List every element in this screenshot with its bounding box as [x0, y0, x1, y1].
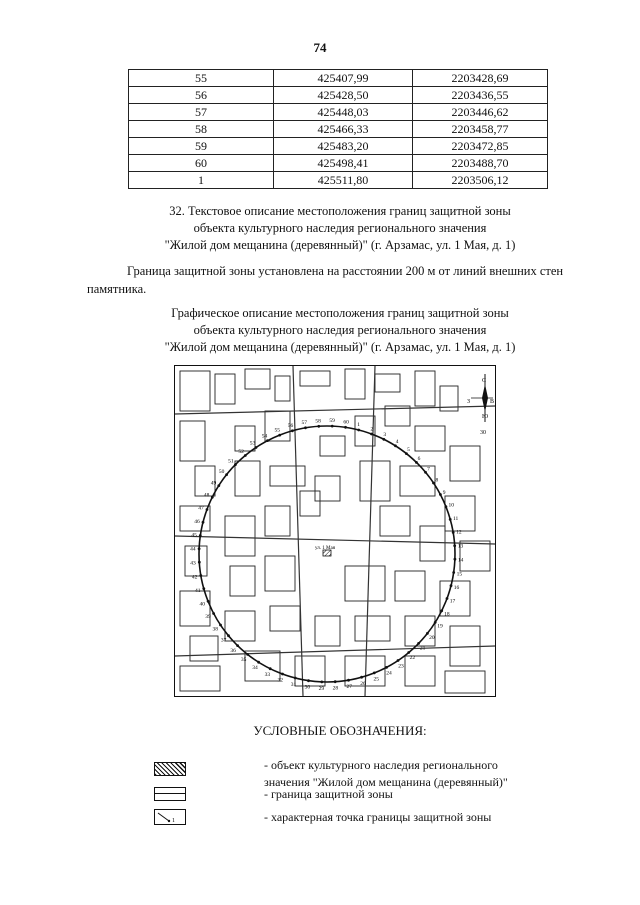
point-number-cell: 56 — [129, 87, 274, 104]
body-paragraph — [87, 262, 597, 298]
boundary-point-label: 47 — [198, 505, 204, 512]
building-outline — [415, 426, 445, 451]
x-coordinate-cell: 425466,33 — [274, 121, 413, 138]
boundary-point — [212, 612, 215, 615]
boundary-point — [344, 426, 347, 429]
y-coordinate-cell: 2203428,69 — [413, 70, 548, 87]
boundary-point — [207, 600, 210, 603]
boundary-point-label: 17 — [449, 598, 456, 605]
boundary-point — [454, 558, 457, 561]
boundary-point — [304, 426, 307, 429]
boundary-point-label: 38 — [212, 626, 218, 633]
paragraph-line1: Граница защитной зоны установлена на расстоянии 200 м от линий внешних стен — [127, 264, 564, 278]
boundary-point — [317, 425, 320, 428]
boundary-point-label: 57 — [301, 419, 307, 426]
boundary-point-label: 60 — [343, 419, 349, 426]
boundary-point-label: 58 — [315, 418, 321, 425]
boundary-point — [452, 571, 455, 574]
compass-east: В — [490, 399, 495, 405]
boundary-point-label: 54 — [261, 433, 268, 440]
boundary-point-label: 22 — [409, 655, 416, 662]
building-outline — [315, 476, 340, 501]
building-outline — [320, 436, 345, 456]
boundary-point-label: 34 — [252, 665, 258, 672]
map-drawing — [175, 366, 495, 696]
boundary-point — [225, 473, 228, 476]
boundary-point — [320, 681, 323, 684]
boundary-point-label: 32 — [277, 677, 283, 684]
boundary-point-label: 3 — [383, 431, 387, 438]
boundary-point — [211, 496, 214, 499]
building-outline — [225, 516, 255, 556]
section-heading-line1: 32. Текстовое описание местоположения границ защитной зоны — [169, 204, 511, 218]
section-heading-line3: "Жилой дом мещанина (деревянный)" (г. Арзамас, ул. 1 Мая, д. 1) — [164, 238, 516, 252]
building-outline — [215, 374, 235, 404]
boundary-point-label: 15 — [456, 571, 463, 578]
boundary-point — [449, 518, 452, 521]
building-outline — [265, 506, 290, 536]
table-row — [129, 138, 548, 155]
boundary-point-label: 53 — [249, 440, 256, 447]
graphic-heading-line3: "Жилой дом мещанина (деревянный)" (г. Арзамас, ул. 1 Мая, д. 1) — [164, 340, 516, 354]
boundary-point — [294, 677, 297, 680]
boundary-point — [255, 446, 258, 449]
boundary-point-label: 13 — [457, 543, 464, 550]
building-outline — [450, 446, 480, 481]
building-outline — [275, 376, 290, 401]
boundary-point — [281, 673, 284, 676]
building-outline — [235, 461, 260, 496]
building-outline — [360, 461, 390, 501]
boundary-point — [373, 672, 376, 675]
y-coordinate-cell: 2203458,77 — [413, 121, 548, 138]
point-number-cell: 55 — [129, 70, 274, 87]
road-line — [175, 536, 495, 544]
boundary-point — [246, 653, 249, 656]
road-line — [175, 646, 495, 656]
building-outline — [185, 546, 207, 576]
building-outline — [415, 371, 435, 406]
boundary-point — [385, 666, 388, 669]
boundary-point — [236, 644, 239, 647]
table-row — [129, 155, 548, 172]
boundary-point-label: 30 — [304, 684, 311, 691]
boundary-point — [432, 482, 435, 485]
point-number-cell: 59 — [129, 138, 274, 155]
boundary-point-label: 12 — [456, 529, 462, 536]
boundary-point — [202, 587, 205, 590]
boundary-point — [199, 534, 202, 537]
table-row — [129, 104, 548, 121]
boundary-point — [269, 667, 272, 670]
boundary-point — [446, 597, 449, 600]
table-row — [129, 87, 548, 104]
road-line — [365, 366, 375, 696]
building-outline — [270, 606, 300, 631]
boundary-point-label: 31 — [290, 681, 297, 688]
boundary-point — [266, 439, 269, 442]
compass-north: С — [482, 378, 487, 384]
x-coordinate-cell: 425511,80 — [274, 172, 413, 189]
boundary-point — [244, 454, 247, 457]
boundary-point-label: 36 — [230, 647, 236, 654]
building-outline — [345, 566, 385, 601]
section-heading-line2: объекта культурного наследия регионального значения — [193, 221, 487, 235]
boundary-point-label: 24 — [386, 670, 392, 677]
x-coordinate-cell: 425483,20 — [274, 138, 413, 155]
boundary-point-label: 2 — [370, 426, 374, 433]
boundary-point-label: 19 — [437, 623, 443, 630]
boundary-point — [202, 521, 205, 524]
boundary-point-label: 40 — [199, 601, 205, 608]
boundary-point-label: 29 — [318, 685, 325, 692]
boundary-point — [450, 584, 453, 587]
boundary-point-label: 59 — [329, 418, 335, 425]
building-outline — [300, 491, 320, 516]
boundary-point — [357, 429, 360, 432]
boundary-point — [278, 434, 281, 437]
building-outline — [450, 626, 480, 666]
building-outline — [445, 671, 485, 693]
boundary-point-label: 16 — [453, 585, 460, 592]
building-outline — [190, 636, 218, 661]
legend-item2-text: - граница защитной зоны — [264, 787, 393, 801]
boundary-point — [206, 508, 209, 511]
boundary-point-label: 5 — [407, 446, 410, 453]
boundary-point-label: 28 — [332, 685, 339, 692]
x-coordinate-cell: 425448,03 — [274, 104, 413, 121]
boundary-point-label: 33 — [264, 672, 271, 679]
x-coordinate-cell: 425428,50 — [274, 87, 413, 104]
boundary-point — [227, 634, 230, 637]
boundary-point — [219, 624, 222, 627]
boundary-point — [198, 547, 201, 550]
point-number-cell: 60 — [129, 155, 274, 172]
building-outline — [235, 426, 255, 451]
boundary-point — [382, 438, 385, 441]
street-label: ул. 1 Мая — [315, 546, 335, 551]
compass-south: Ю — [482, 414, 489, 420]
boundary-point-label: 27 — [346, 684, 352, 691]
point-number-cell: 57 — [129, 104, 274, 121]
x-coordinate-cell: 425407,99 — [274, 70, 413, 87]
boundary-point-label: 39 — [205, 614, 211, 621]
boundary-point-label: 23 — [398, 663, 404, 670]
boundary-point-label: 10 — [448, 502, 454, 509]
building-outline — [300, 371, 330, 386]
boundary-point — [370, 433, 373, 436]
boundary-point — [439, 493, 442, 496]
legend-item3-text: - характерная точка границы защитной зоны — [264, 810, 492, 824]
boundary-point — [234, 463, 237, 466]
y-coordinate-cell: 2203472,85 — [413, 138, 548, 155]
boundary-point-label: 44 — [190, 546, 196, 553]
boundary-point-label: 11 — [453, 515, 459, 522]
boundary-point-label: 41 — [195, 588, 201, 595]
boundary-point-label: 6 — [417, 456, 421, 463]
boundary-point — [360, 676, 363, 679]
building-outline — [445, 496, 475, 531]
building-outline — [375, 374, 400, 392]
y-coordinate-cell: 2203436,55 — [413, 87, 548, 104]
boundary-point — [199, 574, 202, 577]
point-number-cell: 58 — [129, 121, 274, 138]
far-point-label: 30 — [480, 430, 486, 436]
section-heading — [0, 203, 640, 254]
boundary-point — [440, 609, 443, 612]
legend-title: УСЛОВНЫЕ ОБОЗНАЧЕНИЯ: — [253, 723, 427, 738]
boundary-point-label: 25 — [373, 676, 379, 683]
boundary-point-label: 1 — [357, 422, 360, 429]
building-outline — [355, 616, 390, 641]
building-outline — [457, 541, 490, 571]
heritage-swatch — [154, 762, 186, 776]
boundary-point-label: 8 — [435, 477, 439, 484]
building-outline — [180, 666, 220, 691]
boundary-point-label: 52 — [238, 448, 244, 455]
y-coordinate-cell: 2203488,70 — [413, 155, 548, 172]
point-swatch-label: 1 — [172, 818, 175, 823]
boundary-point — [257, 661, 260, 664]
legend-item1-line2: значения "Жилой дом мещанина (деревянный)" — [264, 775, 508, 789]
compass-west: З — [467, 399, 471, 405]
boundary-point — [198, 561, 201, 564]
boundary-map — [174, 365, 496, 697]
building-outline — [180, 421, 205, 461]
building-outline — [380, 506, 410, 536]
table-row — [129, 121, 548, 138]
graphic-heading-line1: Графическое описание местоположения границ защитной зоны — [171, 306, 509, 320]
building-outline — [265, 556, 295, 591]
boundary-point — [397, 659, 400, 662]
boundary-point — [291, 429, 294, 432]
paragraph-line2: памятника. — [87, 282, 147, 296]
boundary-point — [445, 505, 448, 508]
boundary-point — [331, 425, 334, 428]
boundary-point-label: 26 — [360, 681, 366, 687]
road-line — [175, 406, 495, 414]
table-row — [129, 70, 548, 87]
boundary-point — [452, 531, 455, 534]
point-number-cell: 1 — [129, 172, 274, 189]
boundary-point — [453, 544, 456, 547]
building-outline — [230, 566, 255, 596]
boundary-point — [347, 679, 350, 682]
boundary-point — [417, 642, 420, 645]
page-number: 74 — [313, 40, 327, 55]
boundary-point-label: 21 — [419, 645, 426, 652]
boundary-point-label: 4 — [395, 438, 399, 445]
boundary-point-label: 20 — [429, 635, 435, 642]
compass-rose — [467, 374, 494, 436]
boundary-swatch — [154, 787, 186, 801]
boundary-point-label: 45 — [191, 532, 197, 539]
boundary-point-label: 50 — [218, 468, 225, 475]
building-outline — [245, 369, 270, 389]
boundary-point-label: 55 — [274, 427, 280, 434]
y-coordinate-cell: 2203506,12 — [413, 172, 548, 189]
table-row — [129, 172, 548, 189]
coordinates-table — [128, 69, 548, 189]
boundary-point-label: 9 — [442, 489, 446, 496]
boundary-point-label: 43 — [190, 560, 196, 567]
boundary-point-label: 7 — [427, 466, 430, 473]
boundary-point — [394, 444, 397, 447]
building-outline — [270, 466, 305, 486]
boundary-point — [434, 621, 437, 624]
boundary-point-label: 49 — [210, 480, 217, 487]
boundary-point-label: 46 — [194, 518, 200, 525]
boundary-point — [307, 679, 310, 682]
boundary-point-label: 42 — [191, 574, 198, 581]
boundary-point — [334, 680, 337, 683]
boundary-point-label: 14 — [457, 557, 464, 564]
boundary-point-label: 18 — [444, 611, 450, 618]
boundary-point-label: 48 — [203, 492, 210, 499]
point-swatch-icon — [155, 810, 185, 823]
building-outline — [180, 371, 210, 411]
y-coordinate-cell: 2203446,62 — [413, 104, 548, 121]
boundary-point-label: 51 — [228, 458, 234, 465]
building-outline — [395, 571, 425, 601]
x-coordinate-cell: 425498,41 — [274, 155, 413, 172]
boundary-point-label: 37 — [220, 637, 227, 644]
boundary-point — [407, 651, 410, 654]
legend-item1-line1: - объект культурного наследия регионального — [264, 758, 498, 772]
boundary-point — [217, 484, 220, 487]
boundary-point-label: 35 — [240, 657, 247, 664]
boundary-point-label: 56 — [287, 423, 294, 429]
graphic-heading-line2: объекта культурного наследия регионального значения — [193, 323, 487, 337]
building-outline — [345, 369, 365, 399]
building-outline — [315, 616, 340, 646]
point-swatch — [154, 809, 186, 825]
building-outline — [420, 526, 445, 561]
graphic-heading — [0, 305, 640, 356]
